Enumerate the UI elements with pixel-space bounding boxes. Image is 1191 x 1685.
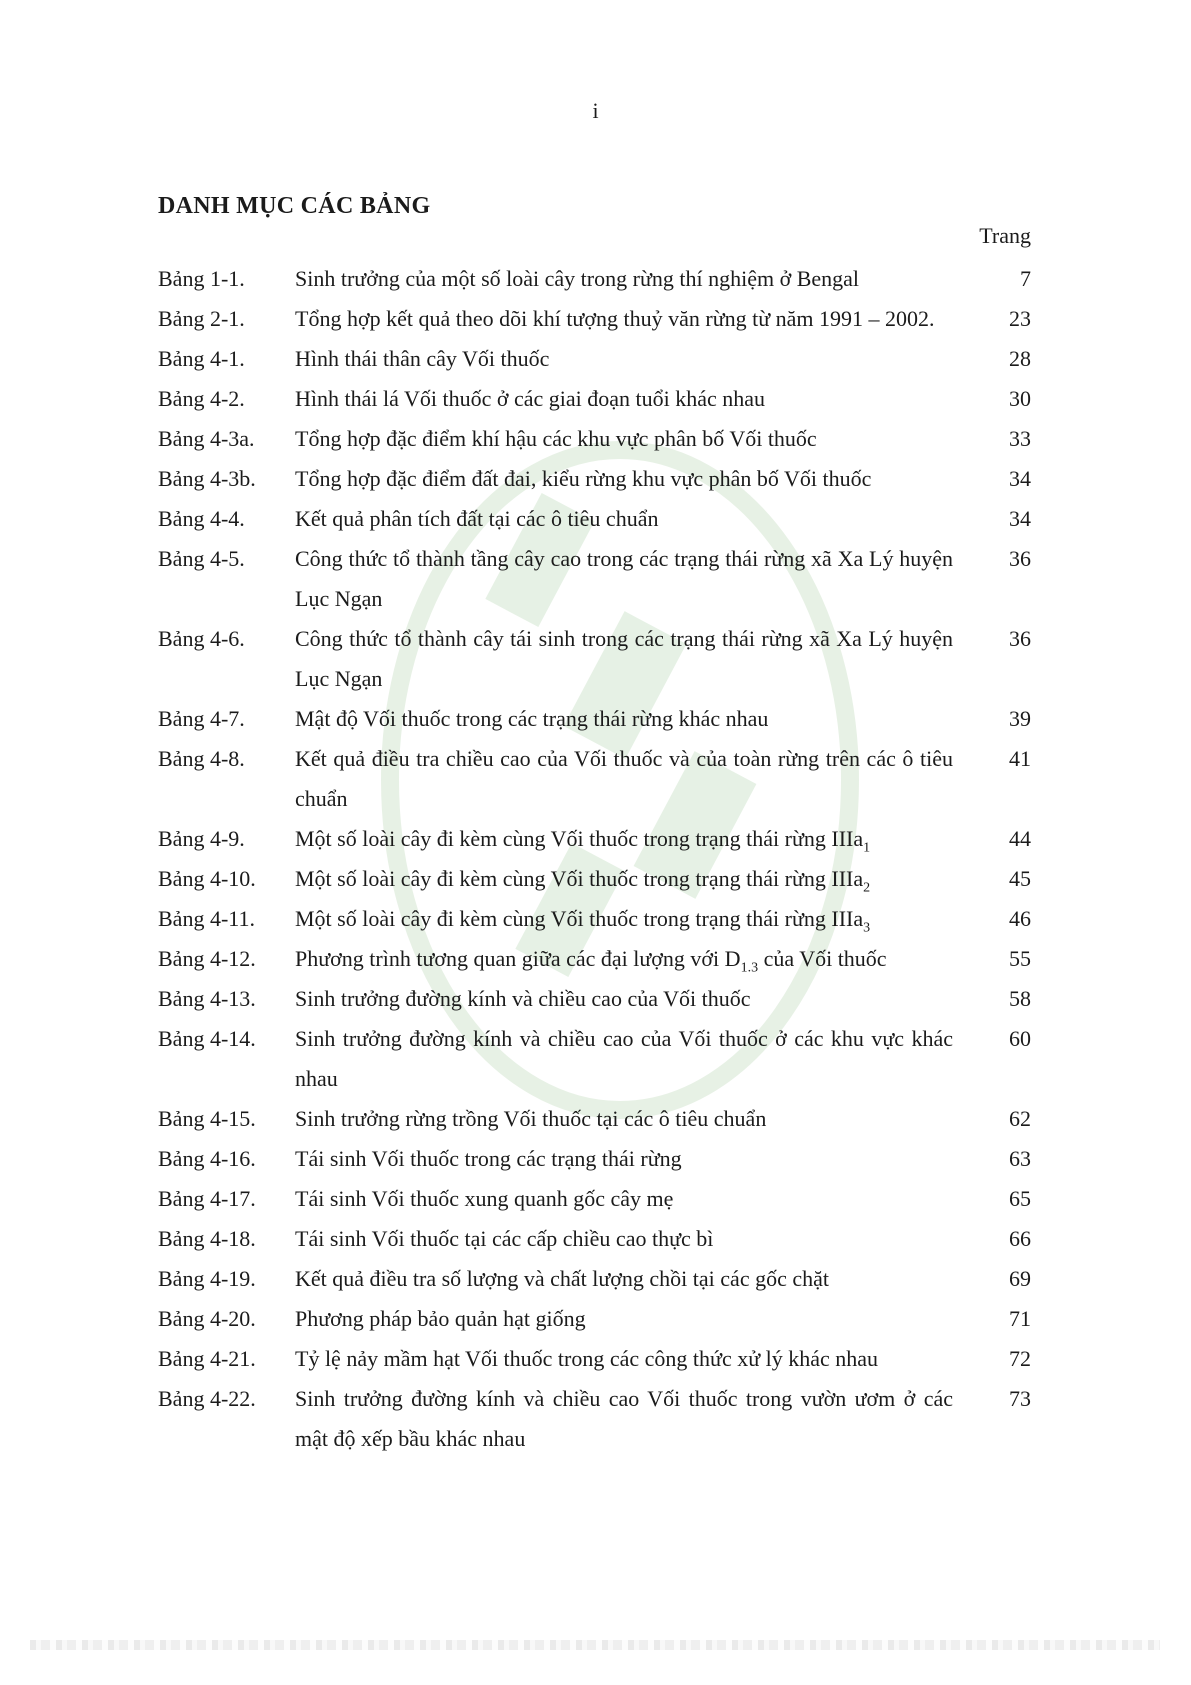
table-entry-page: 73 [1009,1386,1031,1411]
table-entry-page: 69 [1009,1266,1031,1291]
table-entry-label: Bảng 4-17. [158,1186,256,1211]
table-entry-title-text: Mật độ Vối thuốc trong các trạng thái rừng khác nhau [295,706,769,731]
table-entry-page: 60 [1009,1026,1031,1051]
table-entry-page: 45 [1009,866,1031,891]
table-entry-title [295,259,983,299]
table-entry-label: Bảng 4-3b. [158,466,256,491]
table-entry-label: Bảng 4-14. [158,1026,256,1051]
table-entry-title [295,379,983,419]
table-entry-page: 65 [1009,1186,1031,1211]
table-entry [158,419,1031,459]
table-entry-page: 55 [1009,946,1031,971]
table-entry-title [295,899,983,939]
table-entry-page: 63 [1009,1146,1031,1171]
table-entry-page: 46 [1009,906,1031,931]
table-entry-page: 30 [1009,386,1031,411]
table-entry-title-text: Kết quả phân tích đất tại các ô tiêu chuẩn [295,506,659,531]
table-entry [158,739,1031,819]
table-entry-page: 7 [1020,266,1031,291]
table-entry-subscript: 1.3 [740,960,759,976]
table-entry-label: Bảng 4-5. [158,546,245,571]
table-entry-page: 36 [1009,626,1031,651]
table-entry-subscript: 3 [863,920,871,936]
table-entry-title [295,419,983,459]
table-entry [158,1379,1031,1459]
table-entry-page: 58 [1009,986,1031,1011]
table-entry [158,459,1031,499]
table-list [158,259,1031,1459]
table-entry-subscript: 2 [863,880,871,896]
table-entry [158,979,1031,1019]
table-entry-title-text: Sinh trưởng đường kính và chiều cao của Vối thuốc ở các khu vực khác nhau [295,1026,953,1091]
table-entry-title-text: Phương trình tương quan giữa các đại lượng với D [295,946,741,971]
table-entry [158,1219,1031,1259]
table-entry-label: Bảng 4-19. [158,1266,256,1291]
table-entry-title [295,1339,983,1379]
table-entry-title-text: Một số loài cây đi kèm cùng Vối thuốc trong trạng thái rừng IIIa [295,826,864,851]
table-entry-title-text: Một số loài cây đi kèm cùng Vối thuốc trong trạng thái rừng IIIa [295,906,864,931]
table-entry-title-text: Hình thái lá Vối thuốc ở các giai đoạn tuổi khác nhau [295,386,766,411]
table-entry-page: 41 [1009,746,1031,771]
table-entry [158,259,1031,299]
table-entry-label: Bảng 4-10. [158,866,256,891]
table-entry-page: 71 [1009,1306,1031,1331]
table-entry-title [295,1179,983,1219]
table-entry-title [295,819,983,859]
table-entry-title [295,1379,983,1459]
table-entry-title [295,1019,983,1099]
table-entry-label: Bảng 4-9. [158,826,245,851]
table-entry-page: 62 [1009,1106,1031,1131]
table-entry [158,1259,1031,1299]
table-entry-title-text: Phương pháp bảo quản hạt giống [295,1306,586,1331]
table-entry-title [295,979,983,1019]
table-entry-title [295,739,983,819]
table-entry-title-text: Tái sinh Vối thuốc tại các cấp chiều cao thực bì [295,1226,714,1251]
table-entry [158,299,1031,339]
table-entry-label: Bảng 4-15. [158,1106,256,1131]
page-number: i [592,98,599,123]
table-entry-label: Bảng 4-18. [158,1226,256,1251]
table-entry-title-text: Tổng hợp đặc điểm đất đai, kiểu rừng khu vực phân bố Vối thuốc [295,466,872,491]
table-entry-page: 39 [1009,706,1031,731]
table-entry-page: 23 [1009,306,1031,331]
table-entry-title-text: Kết quả điều tra chiều cao của Vối thuốc và của toàn rừng trên các ô tiêu chuẩn [295,746,953,811]
table-entry-page: 72 [1009,1346,1031,1371]
table-entry-label: Bảng 4-21. [158,1346,256,1371]
table-entry-title [295,1139,983,1179]
table-entry-title [295,619,983,699]
table-entry [158,819,1031,859]
table-entry [158,619,1031,699]
table-entry-title-text: Tái sinh Vối thuốc xung quanh gốc cây mẹ [295,1186,674,1211]
table-entry-title-text: Tổng hợp đặc điểm khí hậu các khu vực phân bố Vối thuốc [295,426,817,451]
table-entry [158,539,1031,619]
table-entry-page: 36 [1009,546,1031,571]
table-entry [158,1139,1031,1179]
table-entry-label: Bảng 1-1. [158,266,245,291]
table-entry [158,499,1031,539]
table-entry-title-text: Sinh trưởng của một số loài cây trong rừng thí nghiệm ở Bengal [295,266,860,291]
table-entry-title [295,299,983,339]
table-entry-title-text: Sinh trưởng đường kính và chiều cao Vối thuốc trong vườn ươm ở các mật độ xếp bầu khác nhau [295,1386,953,1451]
table-entry-title-text: Sinh trưởng rừng trồng Vối thuốc tại các ô tiêu chuẩn [295,1106,767,1131]
table-entry-page: 33 [1009,426,1031,451]
table-entry-label: Bảng 4-3a. [158,426,255,451]
table-entry-title [295,699,983,739]
table-entry-title [295,339,983,379]
table-entry [158,1299,1031,1339]
table-entry-title [295,1219,983,1259]
table-entry-page: 34 [1009,466,1031,491]
table-entry-label: Bảng 4-16. [158,1146,256,1171]
page-title: DANH MỤC CÁC BẢNG [158,193,431,219]
table-entry [158,379,1031,419]
table-entry [158,899,1031,939]
table-entry-title [295,939,983,979]
table-entry-label: Bảng 4-1. [158,346,245,371]
table-entry-subscript: 1 [863,840,871,856]
table-entry-title-text: Tỷ lệ nảy mầm hạt Vối thuốc trong các công thức xử lý khác nhau [295,1346,879,1371]
scan-noise-strip [30,1640,1160,1650]
table-entry [158,339,1031,379]
table-entry-title [295,459,983,499]
table-entry-title [295,1299,983,1339]
table-entry-page: 66 [1009,1226,1031,1251]
table-entry-label: Bảng 4-20. [158,1306,256,1331]
table-entry [158,1019,1031,1099]
table-entry-title-text: Sinh trưởng đường kính và chiều cao của Vối thuốc [295,986,751,1011]
table-entry [158,1339,1031,1379]
table-entry-title-text: Hình thái thân cây Vối thuốc [295,346,550,371]
table-entry-title [295,859,983,899]
table-entry-title-text: Công thức tổ thành cây tái sinh trong các trạng thái rừng xã Xa Lý huyện Lục Ngạn [295,626,953,691]
table-entry-label: Bảng 4-12. [158,946,256,971]
table-entry-title-suffix: của Vối thuốc [758,946,887,971]
table-entry [158,1099,1031,1139]
table-entry-label: Bảng 2-1. [158,306,245,331]
table-entry [158,859,1031,899]
table-entry-page: 34 [1009,506,1031,531]
table-entry-label: Bảng 4-13. [158,986,256,1011]
table-entry-title-text: Một số loài cây đi kèm cùng Vối thuốc trong trạng thái rừng IIIa [295,866,864,891]
table-entry-label: Bảng 4-11. [158,906,255,931]
page-column-header: Trang [979,223,1031,248]
table-entry-title-text: Công thức tổ thành tầng cây cao trong các trạng thái rừng xã Xa Lý huyện Lục Ngạn [295,546,953,611]
table-entry-title [295,499,983,539]
table-entry-title [295,1099,983,1139]
table-entry-label: Bảng 4-8. [158,746,245,771]
table-entry-label: Bảng 4-2. [158,386,245,411]
table-entry-title-text: Tổng hợp kết quả theo dõi khí tượng thuỷ văn rừng từ năm 1991 – 2002. [295,306,935,331]
table-entry-label: Bảng 4-22. [158,1386,256,1411]
table-entry-label: Bảng 4-4. [158,506,245,531]
table-entry-label: Bảng 4-6. [158,626,245,651]
table-entry-title-text: Kết quả điều tra số lượng và chất lượng chồi tại các gốc chặt [295,1266,829,1291]
table-entry-page: 44 [1009,826,1031,851]
table-entry-title [295,539,983,619]
table-entry [158,1179,1031,1219]
table-entry [158,939,1031,979]
table-entry-page: 28 [1009,346,1031,371]
table-entry [158,699,1031,739]
table-entry-title [295,1259,983,1299]
table-entry-label: Bảng 4-7. [158,706,245,731]
table-entry-title-text: Tái sinh Vối thuốc trong các trạng thái rừng [295,1146,682,1171]
